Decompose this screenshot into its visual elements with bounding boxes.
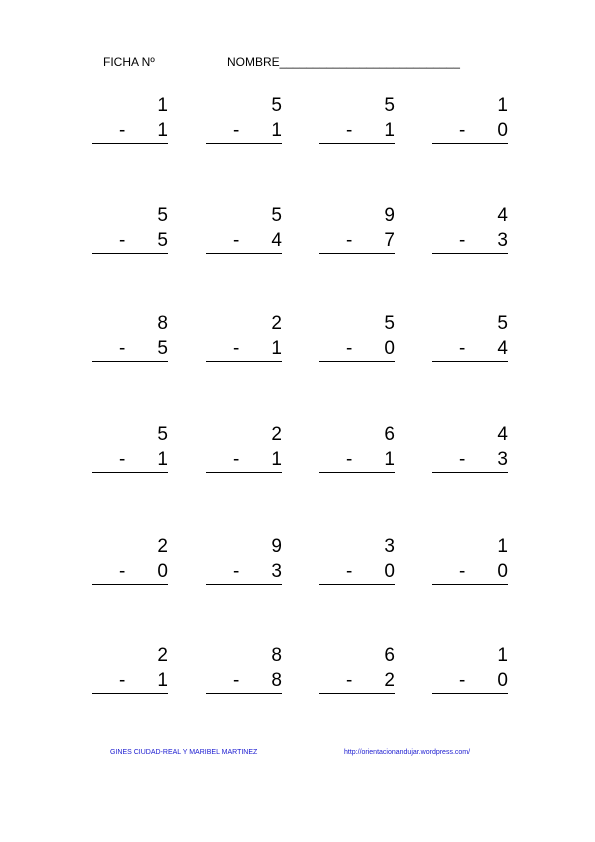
answer-line — [319, 253, 395, 254]
minuend: 1 — [157, 95, 168, 116]
minuend: 5 — [271, 95, 282, 116]
subtraction-problem — [206, 96, 282, 148]
minuend: 4 — [497, 424, 508, 445]
subtrahend: 1 — [157, 120, 168, 141]
minus-sign: - — [459, 561, 466, 582]
answer-line — [432, 584, 508, 585]
subtraction-problem — [432, 646, 508, 698]
footer-authors: GINES CIUDAD-REAL Y MARIBEL MARTINEZ — [110, 749, 258, 756]
subtrahend: 5 — [157, 338, 168, 359]
minuend: 9 — [384, 205, 395, 226]
subtrahend: 8 — [271, 670, 282, 691]
minus-sign: - — [346, 120, 353, 141]
minuend: 2 — [271, 424, 282, 445]
minuend: 4 — [497, 205, 508, 226]
subtraction-problem — [432, 425, 508, 477]
minuend: 2 — [271, 313, 282, 334]
answer-line — [319, 693, 395, 694]
minus-sign: - — [346, 561, 353, 582]
subtrahend: 1 — [271, 120, 282, 141]
answer-line — [92, 584, 168, 585]
subtraction-problem — [92, 646, 168, 698]
subtrahend: 1 — [384, 120, 395, 141]
subtraction-problem — [206, 646, 282, 698]
subtrahend: 3 — [271, 561, 282, 582]
subtraction-problem — [319, 537, 395, 589]
answer-line — [432, 143, 508, 144]
subtrahend: 7 — [384, 230, 395, 251]
answer-line — [319, 584, 395, 585]
minus-sign: - — [233, 670, 240, 691]
minus-sign: - — [119, 561, 126, 582]
answer-line — [432, 472, 508, 473]
minuend: 5 — [384, 313, 395, 334]
answer-line — [92, 472, 168, 473]
minus-sign: - — [119, 230, 126, 251]
subtrahend: 0 — [497, 670, 508, 691]
subtraction-problem — [432, 96, 508, 148]
answer-line — [206, 253, 282, 254]
subtraction-problem — [432, 314, 508, 366]
minuend: 9 — [271, 536, 282, 557]
subtraction-problem — [319, 314, 395, 366]
minus-sign: - — [346, 338, 353, 359]
subtrahend: 0 — [384, 338, 395, 359]
subtrahend: 0 — [497, 120, 508, 141]
footer-url-link[interactable]: http://orientacionandujar.wordpress.com/ — [344, 749, 471, 756]
subtrahend: 0 — [497, 561, 508, 582]
answer-line — [206, 472, 282, 473]
minus-sign: - — [119, 120, 126, 141]
minuend: 1 — [497, 95, 508, 116]
subtrahend: 0 — [384, 561, 395, 582]
subtraction-problem — [319, 646, 395, 698]
name-field-label: NOMBRE___________________________ — [227, 55, 460, 69]
subtraction-problem — [92, 314, 168, 366]
subtraction-problem — [319, 425, 395, 477]
minuend: 8 — [271, 645, 282, 666]
subtraction-problem — [319, 206, 395, 258]
answer-line — [319, 361, 395, 362]
answer-line — [206, 143, 282, 144]
subtrahend: 1 — [271, 338, 282, 359]
minus-sign: - — [459, 230, 466, 251]
subtrahend: 2 — [384, 670, 395, 691]
subtraction-problem — [206, 314, 282, 366]
subtrahend: 1 — [157, 449, 168, 470]
minuend: 5 — [157, 424, 168, 445]
answer-line — [432, 361, 508, 362]
minus-sign: - — [119, 338, 126, 359]
answer-line — [319, 143, 395, 144]
answer-line — [319, 472, 395, 473]
minus-sign: - — [233, 120, 240, 141]
minuend: 2 — [157, 536, 168, 557]
minuend: 5 — [497, 313, 508, 334]
answer-line — [92, 253, 168, 254]
minuend: 6 — [384, 424, 395, 445]
minuend: 1 — [497, 536, 508, 557]
answer-line — [206, 584, 282, 585]
minuend: 3 — [384, 536, 395, 557]
subtrahend: 5 — [157, 230, 168, 251]
minus-sign: - — [459, 338, 466, 359]
subtraction-problem — [206, 206, 282, 258]
minus-sign: - — [459, 120, 466, 141]
subtrahend: 1 — [384, 449, 395, 470]
subtrahend: 3 — [497, 230, 508, 251]
minus-sign: - — [459, 449, 466, 470]
minus-sign: - — [233, 449, 240, 470]
answer-line — [206, 361, 282, 362]
subtraction-problem — [206, 425, 282, 477]
subtrahend: 3 — [497, 449, 508, 470]
subtraction-problem — [92, 425, 168, 477]
minus-sign: - — [119, 670, 126, 691]
minuend: 5 — [157, 205, 168, 226]
minus-sign: - — [346, 230, 353, 251]
answer-line — [432, 693, 508, 694]
minus-sign: - — [459, 670, 466, 691]
minuend: 1 — [497, 645, 508, 666]
minuend: 6 — [384, 645, 395, 666]
ficha-number-label: FICHA Nº — [103, 55, 155, 69]
minus-sign: - — [346, 449, 353, 470]
subtrahend: 0 — [157, 561, 168, 582]
subtrahend: 1 — [157, 670, 168, 691]
answer-line — [92, 693, 168, 694]
subtraction-problem — [432, 537, 508, 589]
answer-line — [206, 693, 282, 694]
subtrahend: 1 — [271, 449, 282, 470]
subtraction-problem — [432, 206, 508, 258]
subtrahend: 4 — [497, 338, 508, 359]
subtraction-problem — [92, 537, 168, 589]
minuend: 2 — [157, 645, 168, 666]
minus-sign: - — [346, 670, 353, 691]
answer-line — [92, 143, 168, 144]
subtraction-problem — [319, 96, 395, 148]
answer-line — [92, 361, 168, 362]
subtraction-problem — [92, 206, 168, 258]
minus-sign: - — [119, 449, 126, 470]
minus-sign: - — [233, 561, 240, 582]
subtraction-problem — [206, 537, 282, 589]
answer-line — [432, 253, 508, 254]
minuend: 8 — [157, 313, 168, 334]
minuend: 5 — [271, 205, 282, 226]
minus-sign: - — [233, 230, 240, 251]
minuend: 5 — [384, 95, 395, 116]
subtrahend: 4 — [271, 230, 282, 251]
subtraction-problem — [92, 96, 168, 148]
minus-sign: - — [233, 338, 240, 359]
